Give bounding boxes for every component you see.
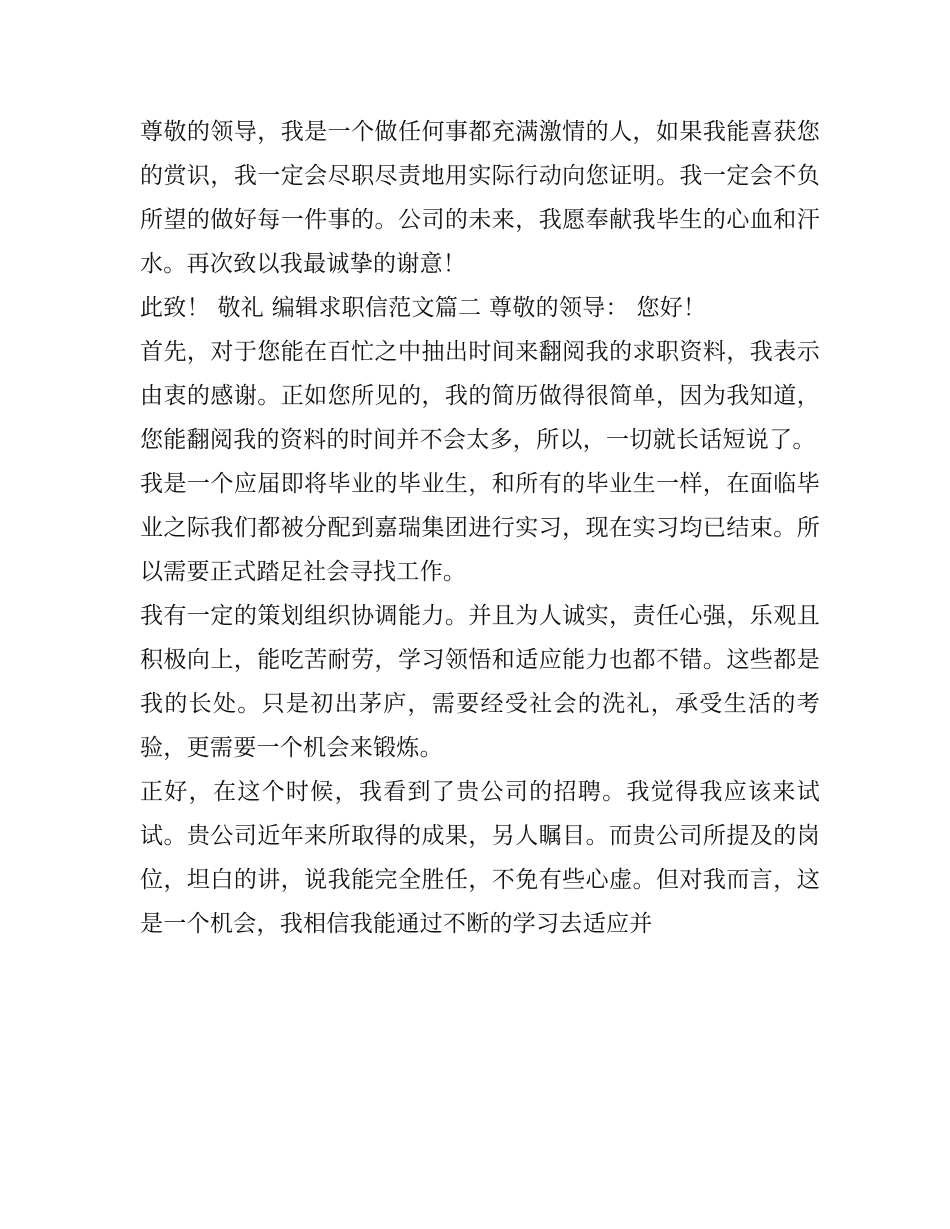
paragraph-strengths: 我有一定的策划组织协调能力。并且为人诚实，责任心强，乐观且积极向上，能吃苦耐劳，学习领悟和适应能力也都不错。这些都是我的长处。只是初出茅庐，需要经受社会的洗礼，承受生活的考验，更需要一个机会来锻炼。 bbox=[140, 603, 820, 761]
paragraph-closing-statement: 尊敬的领导，我是一个做任何事都充满激情的人，如果我能喜获您的赏识，我一定会尽职尽责地用实际行动向您证明。我一定会不负所望的做好每一件事的。公司的未来，我愿奉献我毕生的心血和汗水。再次致以我最诚挚的谢意！ bbox=[140, 119, 820, 277]
paragraph-motivation: 正好，在这个时候，我看到了贵公司的招聘。我觉得我应该来试试。贵公司近年来所取得的成果，另人瞩目。而贵公司所提及的岗位，坦白的讲，说我能完全胜任，不免有些心虚。但对我而言，这是一个机会，我相信我能通过不断的学习去适应并 bbox=[140, 779, 820, 937]
letter-body bbox=[140, 110, 820, 946]
paragraph-background: 我是一个应届即将毕业的毕业生，和所有的毕业生一样，在面临毕业之际我们都被分配到嘉瑞集团进行实习，现在实习均已结束。所以需要正式踏足社会寻找工作。 bbox=[140, 471, 820, 585]
paragraph-gratitude: 首先，对于您能在百忙之中抽出时间来翻阅我的求职资料，我表示由衷的感谢。正如您所见的，我的简历做得很简单，因为我知道，您能翻阅我的资料的时间并不会太多，所以，一切就长话短说了。 bbox=[140, 339, 820, 453]
paragraph-salutation: 此致！ 敬礼 编辑求职信范文篇二 尊敬的领导： 您好！ bbox=[140, 295, 707, 321]
